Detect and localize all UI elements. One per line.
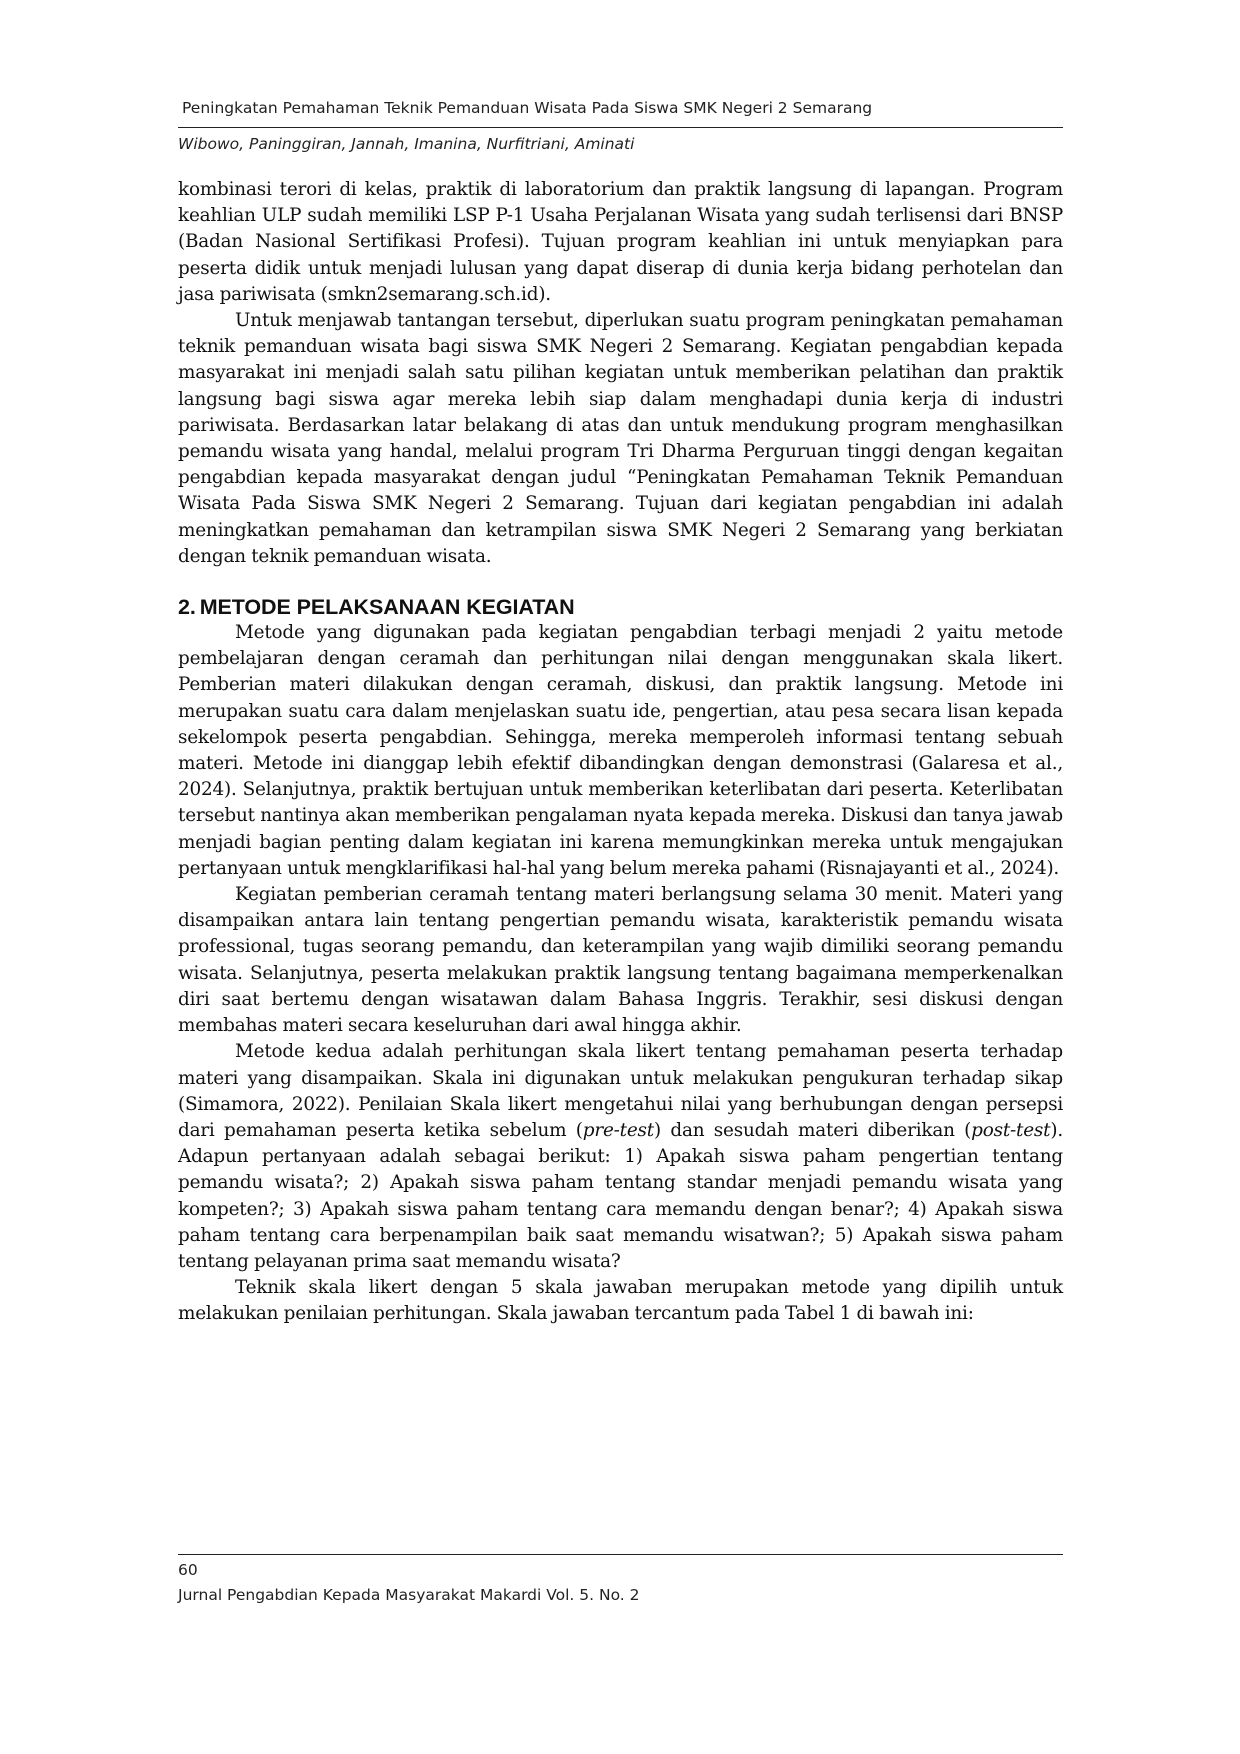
paragraph-1: kombinasi terori di kelas, praktik di laboratorium dan praktik langsung di lapangan. Program keahlian ULP sudah memiliki LSP P-1 Usaha Perjalanan Wisata yang sudah terlisensi dari BNSP (Badan Nasional Sertifikasi Profesi). Tujuan program keahlian ini untuk menyiapkan para peserta didik untuk menjadi lulusan yang dapat diserap di dunia kerja bidang perhotelan dan jasa pariwisata (smkn2semarang.sch.id).	[178, 179, 1063, 305]
header-rule	[178, 127, 1063, 128]
section-title: METODE PELAKSANAAN KEGIATAN	[199, 595, 575, 620]
pre-test-term: pre-test	[582, 1119, 654, 1141]
paragraph-2: Untuk menjawab tantangan tersebut, diperlukan suatu program peningkatan pemahaman teknik pemanduan wisata bagi siswa SMK Negeri 2 Semarang. Kegiatan pengabdian kepada masyarakat ini menjadi salah satu pilihan kegiatan untuk memberikan pelatihan dan praktik langsung bagi siswa agar mereka lebih siap dalam menghadapi dunia kerja di industri pariwisata. Berdasarkan latar belakang di atas dan untuk mendukung program menghasilkan pemandu wisata yang handal, melalui program Tri Dharma Perguruan tinggi dengan kegaitan pengabdian kepada masyarakat dengan judul “Peningkatan Pemahaman Teknik Pemanduan Wisata Pada Siswa SMK Negeri 2 Semarang. Tujuan dari kegiatan pengabdian ini adalah meningkatkan pemahaman dan ketrampilan siswa SMK Negeri 2 Semarang yang berkiatan dengan teknik pemanduan wisata.	[178, 310, 1063, 567]
body-text	[178, 177, 1063, 1328]
section-number: 2.	[178, 595, 196, 620]
footer-rule	[178, 1554, 1063, 1555]
paragraph-3: Metode yang digunakan pada kegiatan pengabdian terbagi menjadi 2 yaitu metode pembelajaran dengan ceramah dan perhitungan nilai dengan menggunakan skala likert. Pemberian materi dilakukan dengan ceramah, diskusi, dan praktik langsung. Metode ini merupakan suatu cara dalam menjelaskan suatu ide, pengertian, atau pesa secara lisan kepada sekelompok peserta pengabdian. Sehingga, mereka memperoleh informasi tentang sebuah materi. Metode ini dianggap lebih efektif dibandingkan dengan demonstrasi (Galaresa et al., 2024). Selanjutnya, praktik bertujuan untuk memberikan keterlibatan dari peserta. Keterlibatan tersebut nantinya akan memberikan pengalaman nyata kepada mereka. Diskusi dan tanya jawab menjadi bagian penting dalam kegiatan ini karena memungkinkan mereka untuk mengajukan pertanyaan untuk mengklarifikasi hal-hal yang belum mereka pahami (Risnajayanti et al., 2024).	[178, 622, 1063, 879]
paragraph-5-part-c: ). Adapun pertanyaan adalah sebagai berikut: 1) Apakah siswa paham pengertian tentang pemandu wisata?; 2) Apakah siswa paham tentang standar menjadi pemandu wisata yang kompeten?; 3) Apakah siswa paham tentang cara memandu dengan benar?; 4) Apakah siswa paham tentang cara berpenampilan baik saat memandu wisatwan?; 5) Apakah siswa paham tentang pelayanan prima saat memandu wisata?	[178, 1119, 1063, 1272]
paragraph-5	[178, 1039, 1063, 1275]
paragraph-5-part-a: Metode kedua adalah perhitungan skala likert tentang pemahaman peserta terhadap materi yang disampaikan. Skala ini digunakan untuk melakukan pengukuran terhadap sikap (Simamora, 2022). Penilaian Skala likert mengetahui nilai yang berhubungan dengan persepsi dari pemahaman peserta ketika sebelum (	[178, 1041, 1063, 1141]
post-test-term: post-test	[971, 1119, 1051, 1141]
paragraph-5-part-b: ) dan sesudah materi diberikan (	[653, 1119, 972, 1141]
paragraph-6: Teknik skala likert dengan 5 skala jawaban merupakan metode yang dipilih untuk melakukan penilaian perhitungan. Skala jawaban tercantum pada Tabel 1 di bawah ini:	[178, 1277, 1063, 1325]
journal-name: Jurnal Pengabdian Kepada Masyarakat Makardi Vol. 5. No. 2	[178, 1586, 640, 1604]
running-title: Peningkatan Pemahaman Teknik Pemanduan Wisata Pada Siswa SMK Negeri 2 Semarang	[182, 99, 873, 117]
author-list: Wibowo, Paninggiran, Jannah, Imanina, Nurfitriani, Aminati	[178, 135, 635, 153]
paragraph-4: Kegiatan pemberian ceramah tentang materi berlangsung selama 30 menit. Materi yang disampaikan antara lain tentang pengertian pemandu wisata, karakteristik pemandu wisata professional, tugas seorang pemandu, dan keterampilan yang wajib dimiliki seorang pemandu wisata. Selanjutnya, peserta melakukan praktik langsung tentang bagaimana memperkenalkan diri saat bertemu dengan wisatawan dalam Bahasa Inggris. Terakhir, sesi diskusi dengan membahas materi secara keseluruhan dari awal hingga akhir.	[178, 884, 1063, 1037]
page-number: 60	[178, 1561, 198, 1579]
section-heading	[178, 594, 1063, 620]
